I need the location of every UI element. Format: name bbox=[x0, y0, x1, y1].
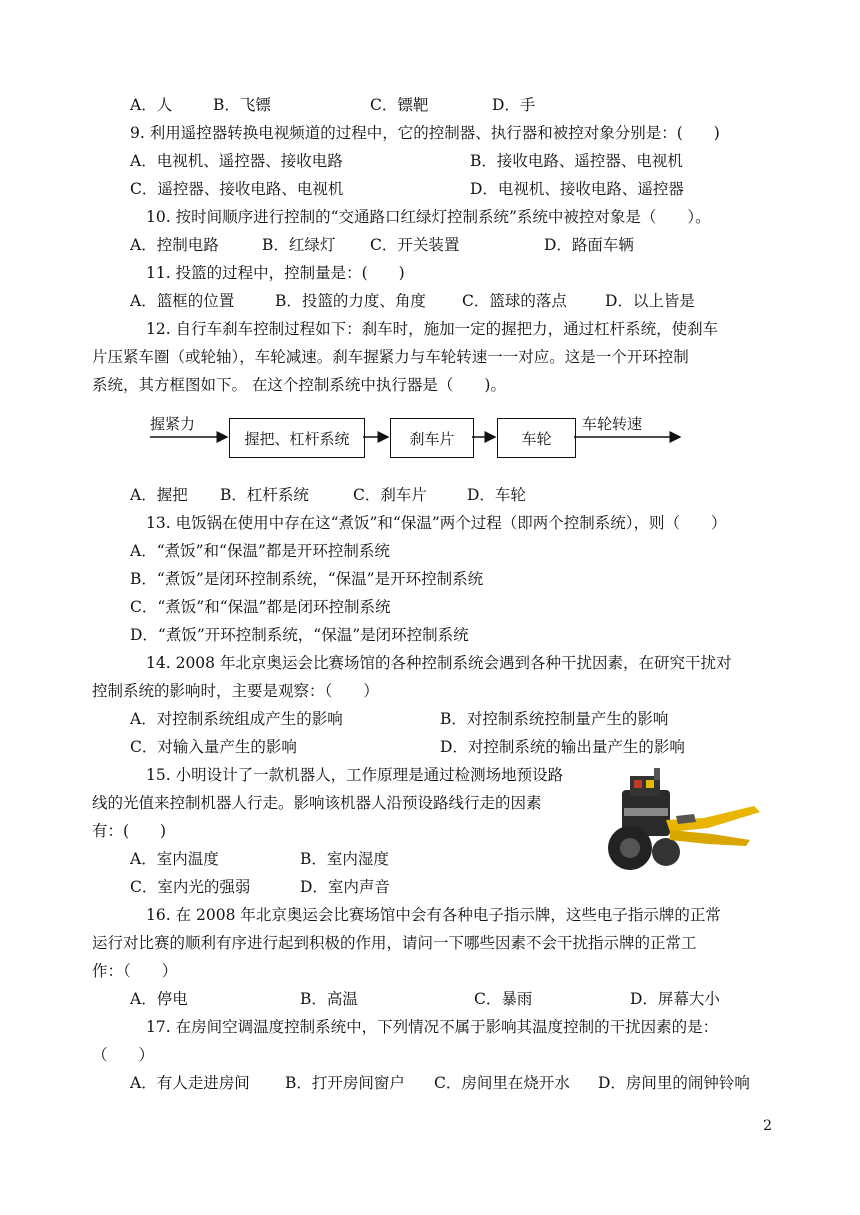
q14-option-d: D．对控制系统的输出量产生的影响 bbox=[440, 738, 685, 756]
diagram-output-label: 车轮转速 bbox=[582, 415, 643, 433]
q15-option-c: C．室内光的强弱 bbox=[130, 878, 251, 896]
diagram-box-wheel: 车轮 bbox=[497, 418, 576, 458]
q12-option-d: D．车轮 bbox=[467, 486, 526, 504]
q8-option-d: D．手 bbox=[492, 96, 536, 114]
q9-option-d: D．电视机、接收电路、遥控器 bbox=[470, 180, 684, 198]
q16-option-d: D．屏幕大小 bbox=[630, 990, 720, 1008]
q11-option-d: D．以上皆是 bbox=[605, 292, 695, 310]
q9-option-b: B．接收电路、遥控器、电视机 bbox=[470, 152, 683, 170]
q10-option-a: A．控制电路 bbox=[130, 236, 219, 254]
q12-option-b: B．杠杆系统 bbox=[220, 486, 309, 504]
q10-option-b: B．红绿灯 bbox=[262, 236, 336, 254]
q14-option-c: C．对输入量产生的影响 bbox=[130, 738, 297, 756]
q13-text: 13. 电饭锅在使用中存在这“煮饭”和“保温”两个过程（即两个控制系统），则（ ） bbox=[146, 514, 727, 532]
q14-text-line2: 控制系统的影响时，主要是观察：（ ） bbox=[92, 682, 379, 700]
q8-option-a: A．人 bbox=[130, 96, 173, 114]
q13-option-d: D．“煮饭”开环控制系统，“保温”是闭环控制系统 bbox=[130, 626, 469, 644]
q17-text-line2: （ ） bbox=[92, 1046, 155, 1064]
q11-text: 11. 投篮的过程中，控制量是：( ) bbox=[146, 264, 405, 282]
q12-text-line2: 片压紧车圈（或轮轴），车轮减速。刹车握紧力与车轮转速一一对应。这是一个开环控制 bbox=[92, 348, 689, 366]
q16-option-c: C．暴雨 bbox=[474, 990, 533, 1008]
page-number: 2 bbox=[763, 1118, 772, 1134]
q12-text-line1: 12. 自行车刹车控制过程如下：刹车时，施加一定的握把力，通过杠杆系统，使刹车 bbox=[146, 320, 719, 338]
q16-option-b: B．高温 bbox=[300, 990, 358, 1008]
q11-option-b: B．投篮的力度、角度 bbox=[275, 292, 426, 310]
brake-block-diagram bbox=[130, 405, 690, 465]
q12-text-line3: 系统，其方框图如下。 在这个控制系统中执行器是（ )。 bbox=[92, 376, 506, 394]
q17-option-c: C．房间里在烧开水 bbox=[434, 1074, 570, 1092]
diagram-box-brake-pad: 刹车片 bbox=[390, 418, 474, 458]
q12-option-c: C．刹车片 bbox=[353, 486, 427, 504]
q15-option-a: A．室内温度 bbox=[130, 850, 219, 868]
q13-option-a: A．“煮饭”和“保温”都是开环控制系统 bbox=[130, 542, 390, 560]
q17-option-b: B．打开房间窗户 bbox=[285, 1074, 405, 1092]
q15-text-line2: 线的光值来控制机器人行走。影响该机器人沿预设路线行走的因素 bbox=[92, 794, 542, 812]
q12-option-a: A．握把 bbox=[130, 486, 188, 504]
q10-option-c: C．开关装置 bbox=[370, 236, 460, 254]
q17-text-line1: 17. 在房间空调温度控制系统中，下列情况不属于影响其温度控制的干扰因素的是： bbox=[146, 1018, 719, 1036]
q10-text: 10. 按时间顺序进行控制的“交通路口红绿灯控制系统”系统中被控对象是（ ）。 bbox=[146, 208, 711, 226]
q9-text: 9. 利用遥控器转换电视频道的过程中，它的控制器、执行器和被控对象分别是：( ) bbox=[130, 124, 720, 142]
q16-text-line3: 作：（ ） bbox=[92, 962, 178, 980]
q16-text-line1: 16. 在 2008 年北京奥运会比赛场馆中会有各种电子指示牌，这些电子指示牌的正常 bbox=[146, 906, 721, 924]
q15-text-line1: 15. 小明设计了一款机器人，工作原理是通过检测场地预设路 bbox=[146, 766, 564, 784]
diagram-input-label: 握紧力 bbox=[150, 415, 196, 433]
q9-option-c: C．遥控器、接收电路、电视机 bbox=[130, 180, 344, 198]
q10-option-d: D．路面车辆 bbox=[544, 236, 634, 254]
q16-text-line2: 运行对比赛的顺利有序进行起到积极的作用，请问一下哪些因素不会干扰指示牌的正常工 bbox=[92, 934, 697, 952]
diagram-box-lever-system: 握把、杠杆系统 bbox=[229, 418, 365, 458]
q14-text-line1: 14. 2008 年北京奥运会比赛场馆的各种控制系统会遇到各种干扰因素，在研究干扰对 bbox=[146, 654, 732, 672]
q17-option-a: A．有人走进房间 bbox=[130, 1074, 250, 1092]
q15-option-d: D．室内声音 bbox=[300, 878, 390, 896]
q11-option-a: A．篮框的位置 bbox=[130, 292, 235, 310]
q17-option-d: D．房间里的闹钟铃响 bbox=[598, 1074, 750, 1092]
q15-text-line3: 有：( ) bbox=[92, 822, 167, 840]
q9-option-a: A．电视机、遥控器、接收电路 bbox=[130, 152, 343, 170]
q14-option-a: A．对控制系统组成产生的影响 bbox=[130, 710, 343, 728]
q16-option-a: A．停电 bbox=[130, 990, 188, 1008]
q13-option-c: C．“煮饭”和“保温”都是闭环控制系统 bbox=[130, 598, 391, 616]
q14-option-b: B．对控制系统控制量产生的影响 bbox=[440, 710, 669, 728]
q8-option-b: B．飞镖 bbox=[213, 96, 271, 114]
q8-option-c: C．镖靶 bbox=[370, 96, 429, 114]
q11-option-c: C．篮球的落点 bbox=[462, 292, 567, 310]
q15-option-b: B．室内湿度 bbox=[300, 850, 389, 868]
robot-image bbox=[604, 768, 764, 878]
q13-option-b: B．“煮饭”是闭环控制系统，“保温”是开环控制系统 bbox=[130, 570, 484, 588]
